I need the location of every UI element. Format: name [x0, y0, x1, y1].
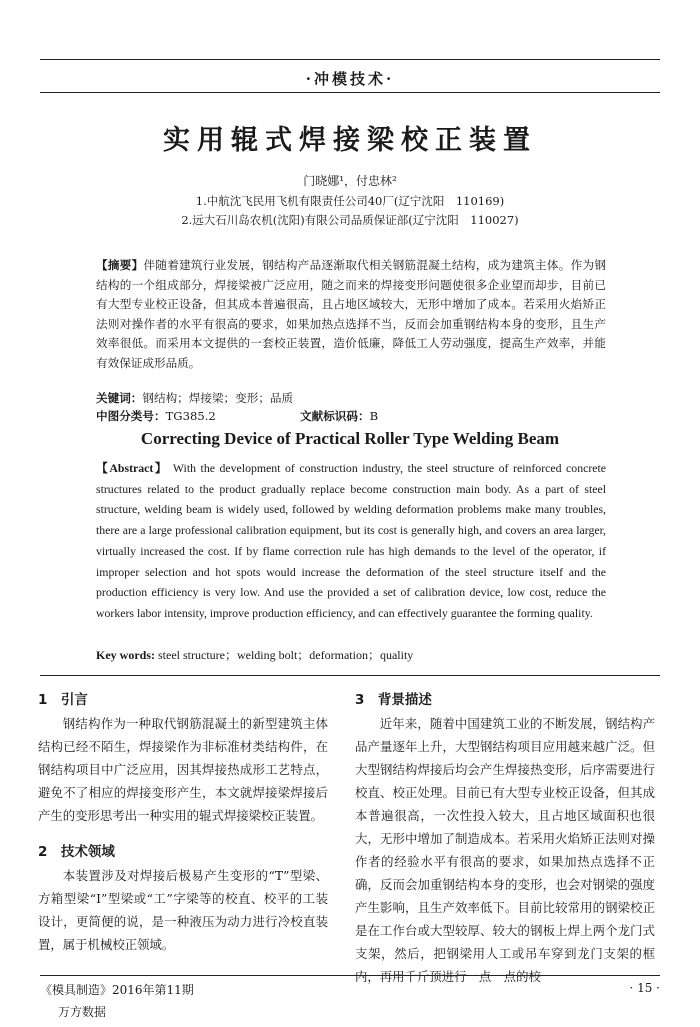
section-2-heading: 2 技术领域: [38, 844, 115, 860]
doc-code-label: 文献标识码：: [300, 409, 370, 423]
abstract-zh-text: 伴随着建筑行业发展，钢结构产品逐渐取代相关钢筋混凝土结构，成为建筑主体。作为钢结构的一个组成部分，焊接梁被广泛应用，随之而来的焊接变形问题使很多企业望而却步，目前已有大型专业校正设备，但其成本普遍很高，且占地区域较大，无形中增加了成本。若采用火焰矫正法则对操作者的水平有很高的要求，如果加热点选择不当，反而会加重钢结构本身的变形，且生产效率很低。而采用本文提供的一套校正装置，造价低廉，降低工人劳动强度，提高生产效率，并能有效保证成形品质。: [96, 258, 606, 370]
header-rule-bottom: [40, 92, 660, 93]
section-1-heading: 1 引言: [38, 692, 88, 708]
abstract-en-label: 【Abstract】: [96, 461, 169, 475]
keywords-zh: [96, 390, 606, 406]
abstract-en: [96, 458, 606, 624]
page-title: 实用辊式焊接梁校正装置: [163, 125, 537, 156]
classification-label: 中图分类号：: [96, 409, 166, 423]
section-1-text: 钢结构作为一种取代钢筋混凝土的新型建筑主体结构已经不陌生，焊接梁作为非标准材类结构件，在钢结构项目中广泛应用，因其焊接热成形工艺特点，避免不了相应的焊接变形产生，本文就焊接梁焊接后产生的变形思考出一种实用的辊式焊接梁校正装置。: [38, 716, 328, 823]
column-right: [355, 689, 655, 988]
column-left: [38, 689, 328, 956]
doc-code-row: [300, 408, 600, 424]
affiliation-1: 1.中航沈飞民用飞机有限责任公司40厂(辽宁沈阳 110169): [195, 194, 505, 208]
header-rule-top: [40, 59, 660, 60]
abstract-zh-label: 【摘要】: [96, 258, 144, 272]
keywords-zh-text: 钢结构；焊接梁；变形；品质: [142, 391, 294, 405]
footer-rule: [40, 975, 660, 976]
abstract-divider: [40, 675, 660, 676]
authors: 门晓娜¹，付忠林²: [303, 174, 397, 188]
watermark: 万方数据: [58, 1005, 107, 1019]
keywords-en: [96, 646, 606, 663]
keywords-en-text: steel structure；welding bolt；deformation；quality: [155, 648, 414, 662]
abstract-zh: [96, 256, 606, 374]
english-title: Correcting Device of Practical Roller Type Welding Beam: [140, 429, 560, 448]
affiliation-2: 2.远大石川岛农机(沈阳)有限公司品质保证部(辽宁沈阳 110027): [181, 213, 519, 227]
keywords-en-label: Key words:: [96, 648, 155, 662]
page-number: · 15 ·: [629, 981, 660, 995]
section-3-heading: 3 背景描述: [355, 692, 432, 708]
keywords-zh-label: 关键词：: [96, 391, 143, 405]
journal-info: 《模具制造》2016年第11期: [40, 983, 194, 997]
section-label: ·冲模技术·: [305, 70, 395, 88]
section-3-text: 近年来，随着中国建筑工业的不断发展，钢结构产品产量逐年上升，大型钢结构项目应用越来越广泛。但大型钢结构焊接后均会产生焊接热变形，后序需要进行校直、校正处理。目前已有大型专业校正设备，但其成本普遍很高，一次性投入较大，且占地区域面积也很大，无形中增加了制造成本。若采用火焰矫正法则对操作者的经验水平有很高的要求，如果加热点选择不正确，反而会加重钢结构本身的变形，也会对钢梁的强度产生影响，且生产效率低下。目前比较常用的钢梁校正是在工作台或大型较厚、较大的钢板上焊上两个龙门式支架，然后，把钢梁用人工或吊车穿到龙门支架的框内，再用千斤顶进行一点一点的校: [355, 716, 655, 984]
abstract-en-text: With the development of construction industry, the steel structure of reinforced concrete structures related to the product gradually replace become construction main body. As a part of steel structure, welding beam is widely used, followed by welding deformation problems make many troubles, there are a large professional calibration equipment, but its cost is generally high, and covers an area larger, virtually increased the cost. If by flame correction rule has high demands to the level of the operator, if improper selection and hot spots would increase the deformation of the steel structure itself and the production efficiency is very low. And use the provided a set of calibration device, low cost, reduce the workers labor intensity, improve production efficiency, and can effectively guarantee the forming quality.: [96, 461, 607, 620]
section-2-text: 本装置涉及对焊接后极易产生变形的“T”型梁、方箱型梁“I”型梁或“工”字梁等的校直、校平的工装设计，更简便的说，是一种液压为动力进行冷校直装置，属于机械校正领域。: [38, 868, 328, 952]
classification-value: TG385.2: [165, 409, 216, 423]
doc-code-value: B: [369, 409, 379, 423]
